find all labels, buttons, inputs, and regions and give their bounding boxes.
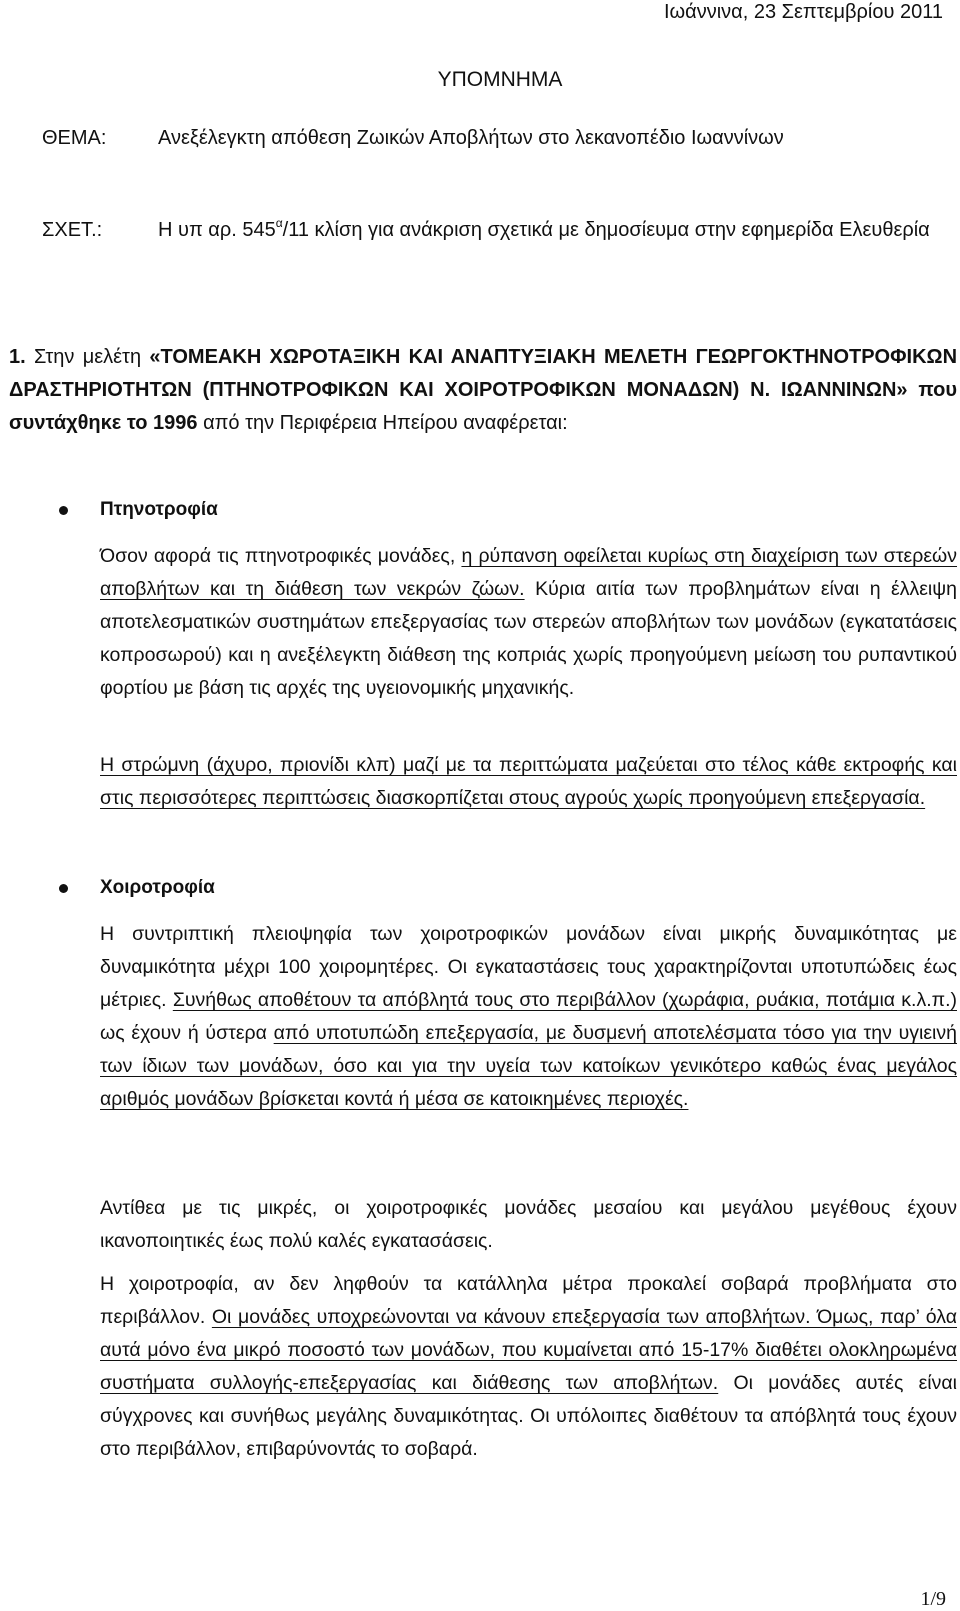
subject-text: Ανεξέλεγκτη απόθεση Ζωικών Αποβλήτων στο λεκανοπέδιο Ιωαννίνων [158, 127, 784, 149]
pig-paragraph-3: Η χοιροτροφία, αν δεν ληφθούν τα κατάλληλα μέτρα προκαλεί σοβαρά προβλήματα στο περιβάλλον. Οι μονάδες υποχρεώνονται να κάνουν επεξεργασία των αποβλήτων. Όμως, παρ’ όλα αυτά μόνο ένα μικρό ποσοστό των μονάδων, που κυμαίνεται από 15-17% διαθέτει ολοκληρωμένα συστήματα συλλογής-επεξεργασίας και διάθεσης των αποβλήτων. Οι μονάδες αυτές είναι σύγχρονες και συνήθως μεγάλης δυναμικότητας. Οι υπόλοιπες διαθέτουν τα απόβλητά τους έχουν στο περιβάλλον, επιβαρύνοντάς το σοβαρά. [100, 1273, 957, 1460]
reference-label: ΣΧΕΤ.: [42, 219, 103, 241]
poultry-heading: Πτηνοτροφία [100, 499, 218, 520]
pig-paragraph-2: Αντίθεα με τις μικρές, οι χοιροτροφικές μονάδες μεσαίου και μεγάλου μεγέθους έχουν ικανοποιητικές έως πολύ καλές εγκατασάσεις. [100, 1197, 957, 1252]
section-1-paragraph: 1. Στην μελέτη «ΤΟΜΕΑΚΗ ΧΩΡΟΤΑΞΙΚΗ ΚΑΙ ΑΝΑΠΤΥΞΙΑΚΗ ΜΕΛΕΤΗ ΓΕΩΡΓΟΚΤΗΝΟΤΡΟΦΙΚΩΝ ΔΡΑΣΤΗΡΙΟΤΗΤΩΝ (ΠΤΗΝΟΤΡΟΦΙΚΩΝ ΚΑΙ ΧΟΙΡΟΤΡΟΦΙΚΩΝ ΜΟΝΑΔΩΝ) Ν. ΙΩΑΝΝΙΝΩΝ» που συντάχθηκε το 1996 από την Περιφέρεια Ηπείρου αναφέρεται: [9, 346, 958, 434]
bullet-pig [59, 884, 68, 893]
bullet-poultry [59, 506, 68, 515]
pig-paragraph-1: Η συντριπτική πλειοψηφία των χοιροτροφικών μονάδων είναι μικρής δυναμικότητας με δυναμικότητα μέχρι 100 χοιρομητέρες. Οι εγκαταστάσεις τους χαρακτηρίζονται υποτυπώδεις έως μέτριες. Συνήθως αποθέτουν τα απόβλητά τους στο περιβάλλον (χωράφια, ρυάκια, ποτάμια κ.λ.π.) ως έχουν ή ύστερα από υποτυπώδη επεξεργασία, με δυσμενή αποτελέσματα τόσο για την υγιεινή των ίδιων των μονάδων, όσο και για την υγεία των κατοίκων γενικότερο καθώς ένας μεγάλος αριθμός μονάδων βρίσκεται κοντά ή μέσα σε κατοικημένες περιοχές. [100, 923, 957, 1110]
section-number: 1. [9, 346, 26, 368]
reference-superscript: α [275, 216, 283, 230]
page-number: 1/9 [920, 1588, 946, 1610]
poultry-paragraph-2: Η στρώμνη (άχυρο, πριονίδι κλπ) μαζί με τα περιττώματα μαζεύεται στο τέλος κάθε εκτροφής και στις περισσότερες περιπτώσεις διασκορπίζεται στους αγρούς χωρίς προηγούμενη επεξεργασία. [100, 754, 957, 809]
poultry-paragraph-1: Όσον αφορά τις πτηνοτροφικές μονάδες, η ρύπανση οφείλεται κυρίως στη διαχείριση των στερεών αποβλήτων και τη διάθεση των νεκρών ζώων. Κύρια αιτία των προβλημάτων είναι η έλλειψη αποτελεσματικών συστημάτων επεξεργασίας των στερεών αποβλήτων των μονάδων (εγκατατάσεις κοπροσωρού) και η ανεξέλεγκτη διάθεση της κοπριάς χωρίς προηγούμενη μείωση του ρυπαντικού φορτίου με βάση τις αρχές της υγειονομικής μηχανικής. [100, 545, 958, 699]
study-title: «ΤΟΜΕΑΚΗ ΧΩΡΟΤΑΞΙΚΗ ΚΑΙ ΑΝΑΠΤΥΞΙΑΚΗ ΜΕΛΕΤΗ ΓΕΩΡΓΟΚΤΗΝΟΤΡΟΦΙΚΩΝ ΔΡΑΣΤΗΡΙΟΤΗΤΩΝ (ΠΤΗΝΟΤΡΟΦΙΚΩΝ ΚΑΙ ΧΟΙΡΟΤΡΟΦΙΚΩΝ ΜΟΝΑΔΩΝ) Ν. ΙΩΑΝΝΙΝΩΝ» που συντάχθηκε το 1996 [9, 346, 958, 434]
pig-heading: Χοιροτροφία [100, 877, 215, 898]
document-title: ΥΠΟΜΝΗΜΑ [437, 68, 563, 91]
reference-text: Η υπ αρ. $545^\alpha/11$ κλίση για ανάκριση σχετικά με δημοσίευμα στην εφημερίδα Ελευθερία [158, 216, 930, 241]
poultry-underlined-text: η ρύπανση οφείλεται κυρίως στη διαχείριση των στερεών αποβλήτων και τη διάθεση των νεκρών ζώων. [100, 545, 958, 600]
document-date: Ιωάννινα, 23 Σεπτεμβρίου 2011 [663, 1, 943, 23]
subject-label: ΘΕΜΑ: [42, 127, 107, 149]
